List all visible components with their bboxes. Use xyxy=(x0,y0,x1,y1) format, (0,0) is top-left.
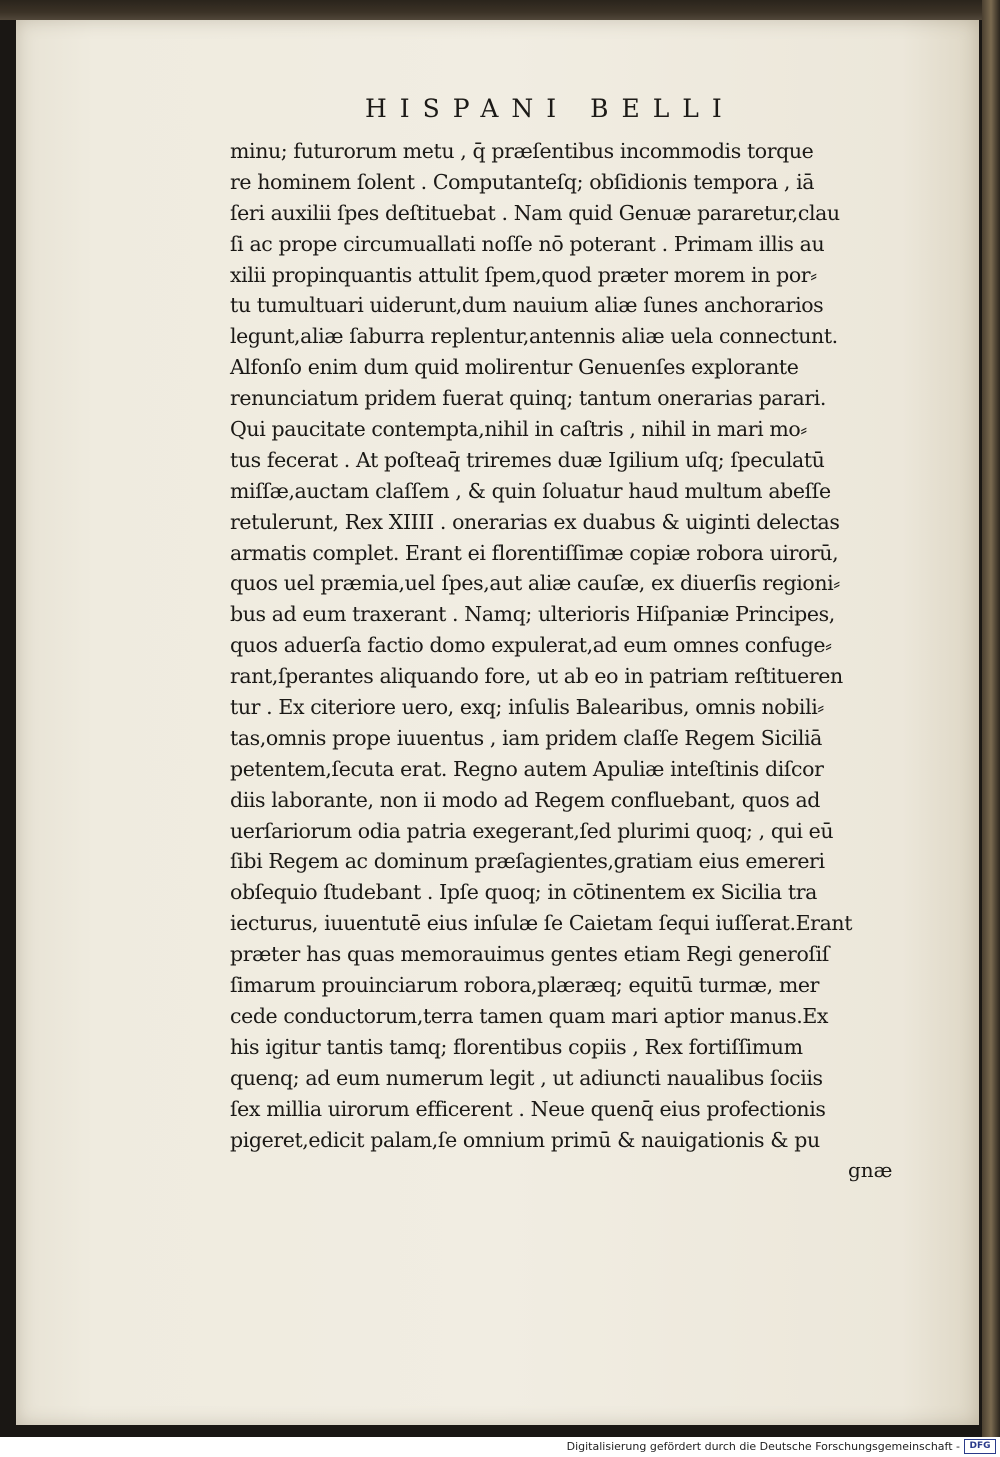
text-line: legunt,aliæ ſaburra replentur,antennis aliæ uela connectunt. xyxy=(230,324,838,349)
text-line: quos aduerſa factio domo expulerat,ad eum omnes confuge⸗ xyxy=(230,633,832,658)
text-line: renunciatum pridem fuerat quinq; tantum onerarias parari. xyxy=(230,386,827,411)
text-line: tus fecerat . At poſteaq̄ triremes duæ Igilium uſq; ſpeculatū xyxy=(230,447,825,472)
text-line: ſex millia uirorum efficerent . Neue quenq̄ eius profectionis xyxy=(230,1096,826,1121)
text-line: ſeri auxilii ſpes deſtituebat . Nam quid Genuæ pararetur,clau xyxy=(230,200,840,225)
book-edge-right xyxy=(982,0,1000,1437)
text-line: retulerunt, Rex XIIII . onerarias ex duabus & uiginti delectas xyxy=(230,509,840,534)
text-line: tur . Ex citeriore uero, exq; inſulis Balearibus, omnis nobili⸗ xyxy=(230,695,824,720)
text-line: tas,omnis prope iuuentus , iam pridem claſſe Regem Siciliā xyxy=(230,725,822,750)
text-line: tu tumultuari uiderunt,dum nauium aliæ ſunes anchorarios xyxy=(230,293,824,318)
text-line: armatis complet. Erant ei florentiſſimæ copiæ robora uirorū, xyxy=(230,540,839,565)
text-line: ſimarum prouinciarum robora,plæræq; equitū turmæ, mer xyxy=(230,973,820,998)
text-line: ſi ac prope circumuallati noſſe nō poterant . Primam illis au xyxy=(230,231,825,256)
footer-bar xyxy=(0,1437,1000,1457)
text-line: petentem,ſecuta erat. Regno autem Apuliæ inteſtinis diſcor xyxy=(230,756,824,781)
text-line: cede conductorum,terra tamen quam mari aptior manus.Ex xyxy=(230,1003,829,1028)
catchword: gnæ xyxy=(848,1158,893,1182)
text-line: obſequio ſtudebant . Ipſe quoq; in cōtinentem ex Sicilia tra xyxy=(230,880,817,905)
text-line: ſibi Regem ac dominum præſagientes,gratiam eius emereri xyxy=(230,849,825,874)
text-line: re hominem ſolent . Computanteſq; obſidionis tempora , iā xyxy=(230,169,815,194)
text-line: uerſariorum odia patria exegerant,ſed plurimi quoq; , qui eū xyxy=(230,818,834,843)
funding-notice: Digitalisierung gefördert durch die Deutsche Forschungsgemeinschaft - xyxy=(566,1440,960,1453)
text-line: quos uel præmia,uel ſpes,aut aliæ cauſæ, ex diuerſis regioni⸗ xyxy=(230,571,840,596)
text-line: Qui paucitate contempta,nihil in caſtris , nihil in mari mo⸗ xyxy=(230,417,807,442)
text-line: quenq; ad eum numerum legit , ut adiuncti naualibus ſociis xyxy=(230,1065,823,1090)
text-line: diis laborante, non ii modo ad Regem confluebant, quos ad xyxy=(230,787,821,812)
text-line: pigeret,edicit palam,ſe omnium primū & nauigationis & pu xyxy=(230,1127,820,1152)
text-line: his igitur tantis tamq; florentibus copiis , Rex fortiſſimum xyxy=(230,1034,803,1059)
dfg-logo: DFG xyxy=(964,1439,996,1454)
text-line: Alfonſo enim dum quid molirentur Genuenſes explorante xyxy=(230,355,799,380)
text-line: iecturus, iuuentutē eius inſulæ ſe Caietam ſequi iuſſerat.Erant xyxy=(230,911,853,936)
text-line: minu; futurorum metu , q̄ præſentibus incommodis torque xyxy=(230,139,814,163)
body-text xyxy=(230,136,910,1155)
text-line: miſſæ,auctam claſſem , & quin ſoluatur haud multum abeſſe xyxy=(230,478,831,503)
text-line: præter has quas memorauimus gentes etiam Regi generoſiſ xyxy=(230,942,829,967)
text-line: xilii propinquantis attulit ſpem,quod præter morem in por⸗ xyxy=(230,262,817,287)
text-line: rant,ſperantes aliquando fore, ut ab eo in patriam reſtitueren xyxy=(230,664,843,689)
text-line: bus ad eum traxerant . Namq; ulterioris Hiſpaniæ Principes, xyxy=(230,602,835,627)
running-head: HISPANI BELLI xyxy=(365,94,735,123)
book-edge-top xyxy=(0,0,1000,20)
